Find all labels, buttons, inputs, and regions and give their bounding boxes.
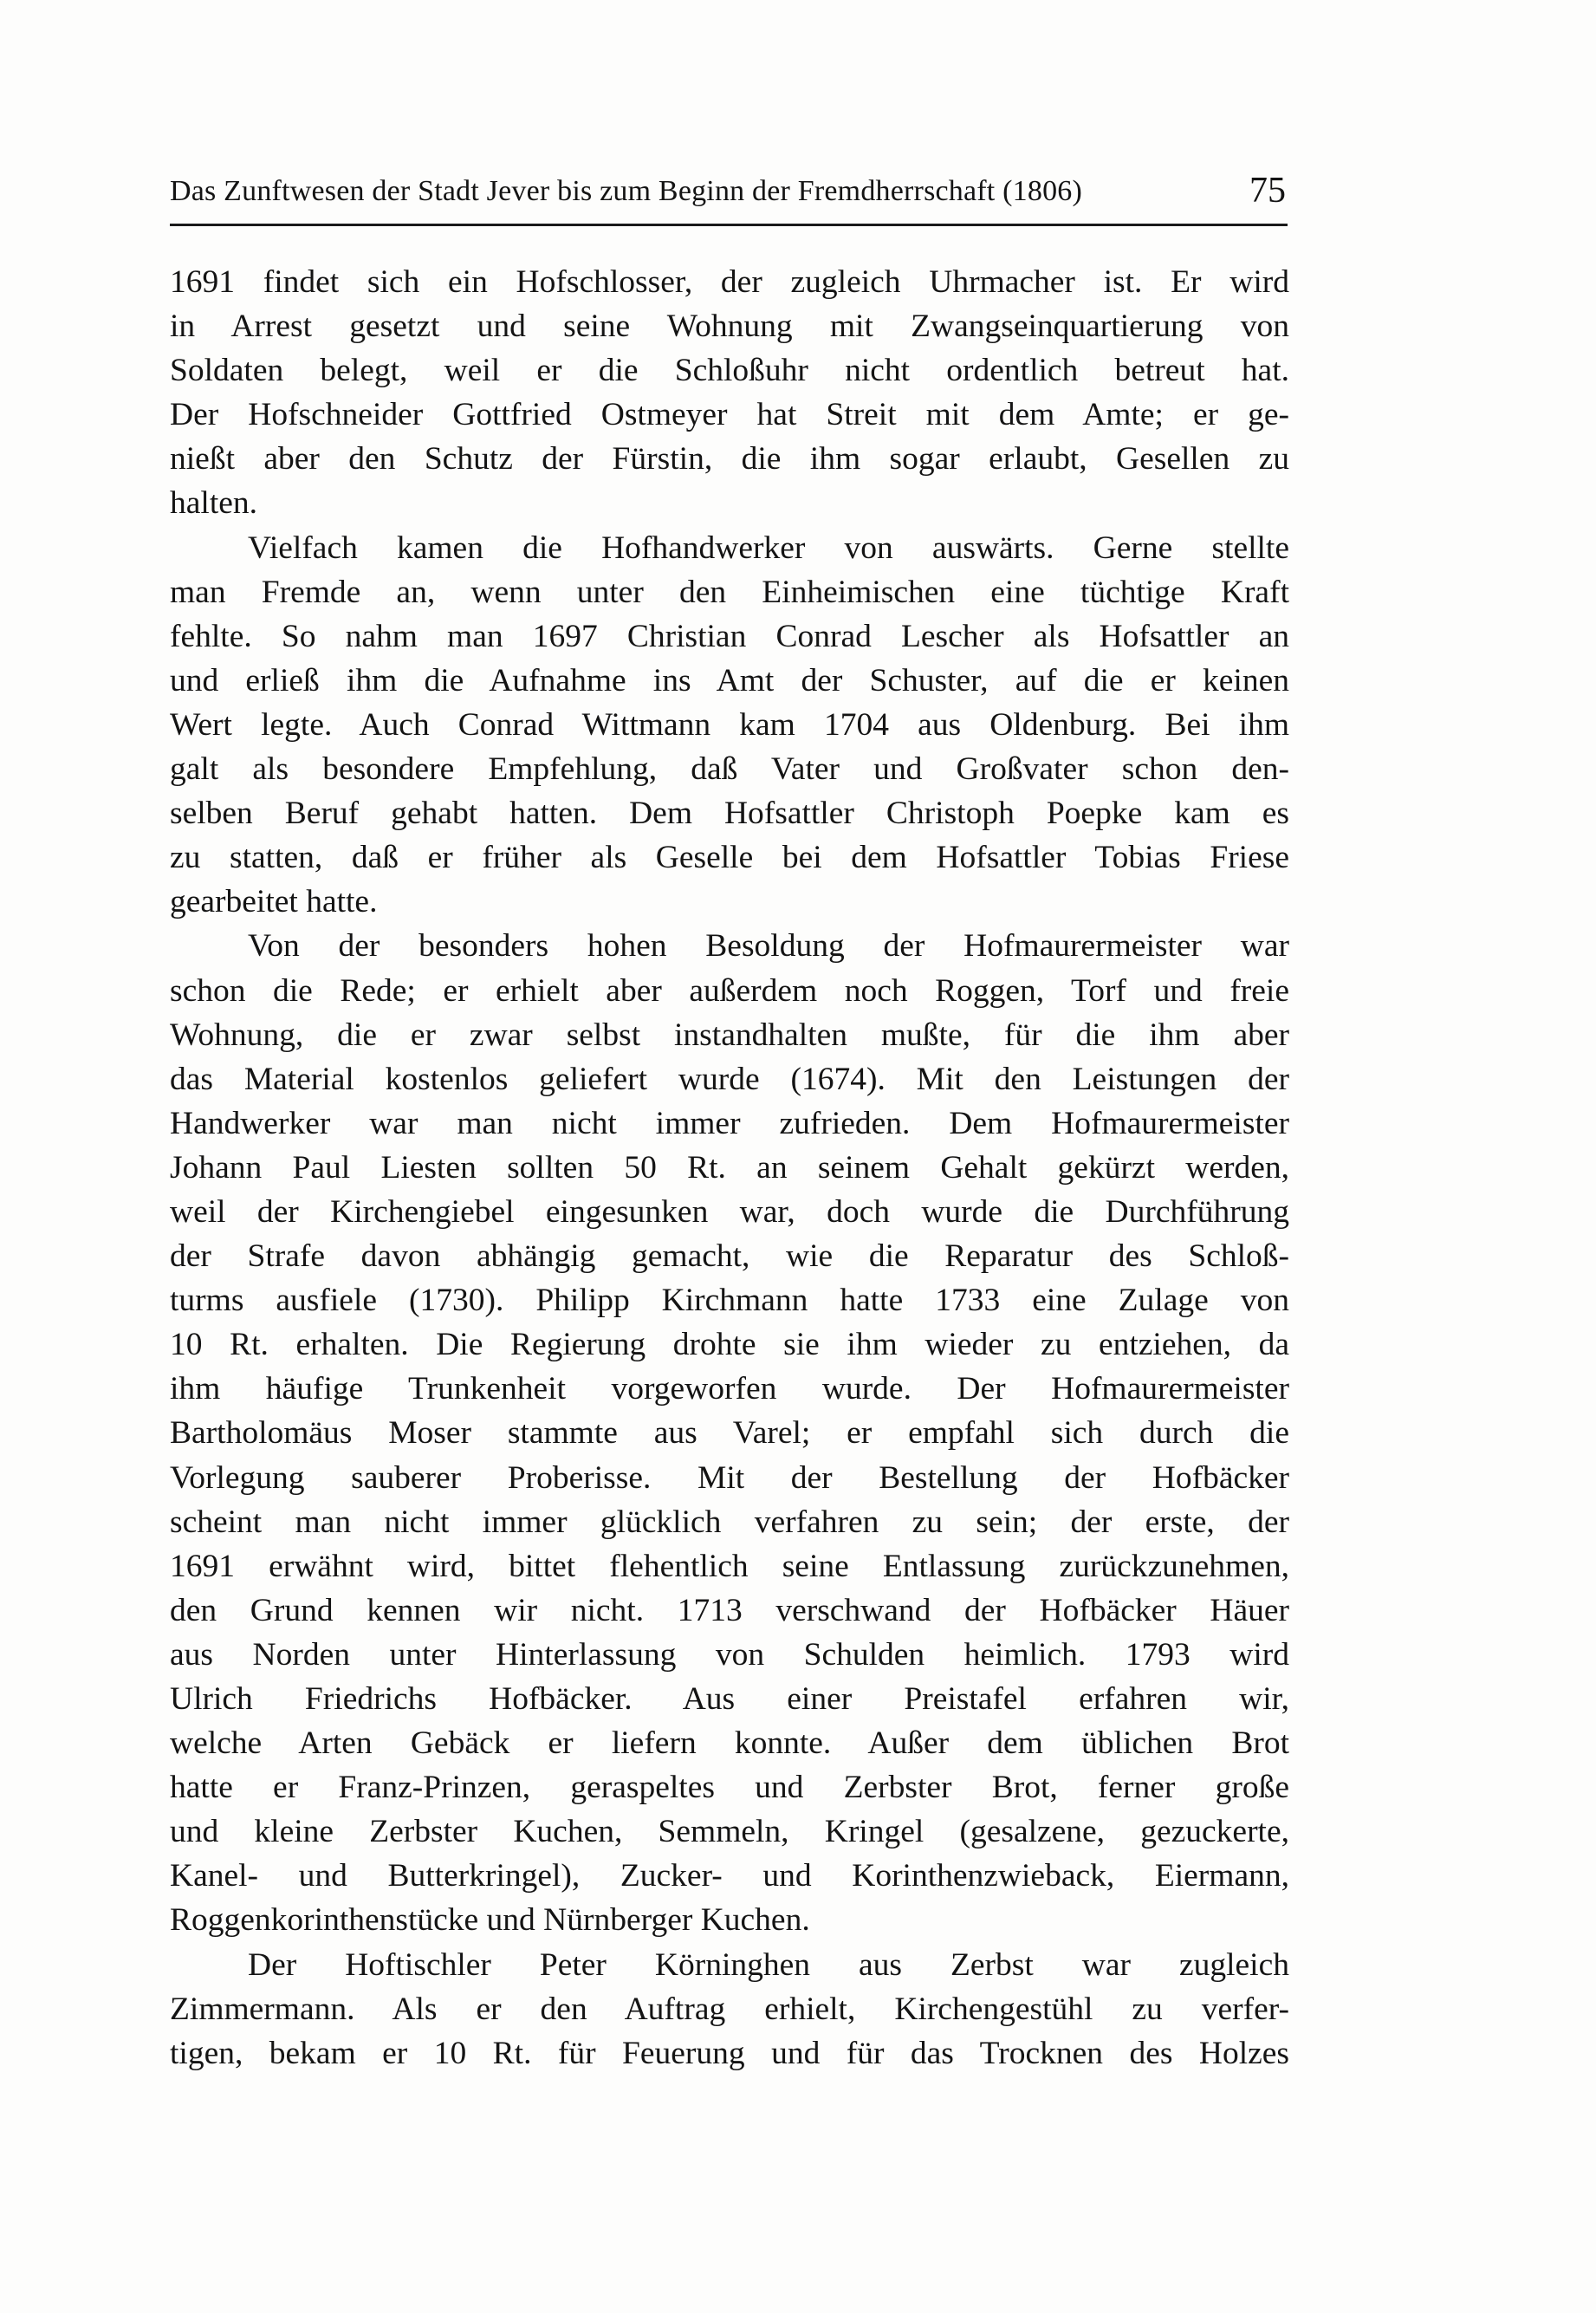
paragraph-start-line: Von der besonders hohen Besoldung der Hofmaurermeister war [248,928,1289,965]
text-line: ihm häufige Trunkenheit vorgeworfen wurde. Der Hofmaurermeister [170,1371,1289,1407]
paragraph-start-line: Der Hoftischler Peter Körninghen aus Zerbst war zugleich [248,1946,1289,1983]
text-line: Bartholomäus Moser stammte aus Varel; er empfahl sich durch die [170,1415,1289,1452]
text-line: und kleine Zerbster Kuchen, Semmeln, Kringel (gesalzene, gezuckerte, [170,1814,1289,1850]
text-line: scheint man nicht immer glücklich verfahren zu sein; der erste, der [170,1504,1289,1540]
text-line: Zimmermann. Als er den Auftrag erhielt, Kirchengestühl zu verfer- [170,1991,1289,2027]
text-line: Kanel- und Butterkringel), Zucker- und Korinthenzwieback, Eiermann, [170,1858,1289,1894]
text-line: hatte er Franz-Prinzen, geraspeltes und Zerbster Brot, ferner große [170,1770,1289,1806]
text-line: 1691 erwähnt wird, bittet flehentlich seine Entlassung zurückzunehmen, [170,1548,1289,1584]
text-line: welche Arten Gebäck er liefern konnte. Außer dem üblichen Brot [170,1725,1289,1762]
text-line: turms ausfiele (1730). Philipp Kirchmann hatte 1733 eine Zulage von [170,1283,1289,1319]
text-line: Wert legte. Auch Conrad Wittmann kam 1704 aus Oldenburg. Bei ihm [170,706,1289,743]
paragraph-end-line: halten. [170,485,258,522]
text-line: tigen, bekam er 10 Rt. für Feuerung und für das Trocknen des Holzes [170,2035,1289,2071]
text-line: der Strafe davon abhängig gemacht, wie die Reparatur des Schloß- [170,1238,1289,1275]
text-line: nießt aber den Schutz der Fürstin, die ihm sogar erlaubt, Gesellen zu [170,441,1289,478]
running-head [170,170,1288,226]
running-title: Das Zunftwesen der Stadt Jever bis zum Beginn der Fremdherrschaft (1806) [170,175,1082,207]
paragraph-start-line: Vielfach kamen die Hofhandwerker von auswärts. Gerne stellte [248,530,1289,566]
text-line: 10 Rt. erhalten. Die Regierung drohte sie ihm wieder zu entziehen, da [170,1327,1289,1363]
paragraph-end-line: gearbeitet hatte. [170,884,378,920]
text-line: fehlte. So nahm man 1697 Christian Conrad Lescher als Hofsattler an [170,618,1289,654]
text-line: Ulrich Friedrichs Hofbäcker. Aus einer Preistafel erfahren wir, [170,1681,1289,1717]
text-line: aus Norden unter Hinterlassung von Schulden heimlich. 1793 wird [170,1636,1289,1673]
text-line: den Grund kennen wir nicht. 1713 verschwand der Hofbäcker Häuer [170,1592,1289,1628]
body-text [170,260,1289,2076]
text-line: Handwerker war man nicht immer zufrieden. Dem Hofmaurermeister [170,1105,1289,1141]
text-line: in Arrest gesetzt und seine Wohnung mit Zwangseinquartierung von [170,309,1289,345]
text-line: 1691 findet sich ein Hofschlosser, der zugleich Uhrmacher ist. Er wird [170,264,1289,300]
text-line: weil der Kirchengiebel eingesunken war, doch wurde die Durchführung [170,1193,1289,1230]
paragraph-end-line: Roggenkorinthenstücke und Nürnberger Kuchen. [170,1902,810,1939]
text-line: zu statten, daß er früher als Geselle bei dem Hofsattler Tobias Friese [170,840,1289,876]
text-line: und erließ ihm die Aufnahme ins Amt der Schuster, auf die er keinen [170,662,1289,698]
text-line: Der Hofschneider Gottfried Ostmeyer hat Streit mit dem Amte; er ge- [170,397,1289,433]
page-number: 75 [1249,171,1286,211]
text-line: das Material kostenlos geliefert wurde (1674). Mit den Leistungen der [170,1061,1289,1097]
text-line: galt als besondere Empfehlung, daß Vater und Großvater schon den- [170,751,1289,788]
text-line: man Fremde an, wenn unter den Einheimischen eine tüchtige Kraft [170,574,1289,610]
text-line: selben Beruf gehabt hatten. Dem Hofsattler Christoph Poepke kam es [170,796,1289,832]
text-line: schon die Rede; er erhielt aber außerdem noch Roggen, Torf und freie [170,972,1289,1009]
text-line: Johann Paul Liesten sollten 50 Rt. an seinem Gehalt gekürzt werden, [170,1149,1289,1186]
text-line: Soldaten belegt, weil er die Schloßuhr nicht ordentlich betreut hat. [170,353,1289,389]
text-line: Vorlegung sauberer Proberisse. Mit der Bestellung der Hofbäcker [170,1459,1289,1496]
text-line: Wohnung, die er zwar selbst instandhalten mußte, für die ihm aber [170,1017,1289,1053]
